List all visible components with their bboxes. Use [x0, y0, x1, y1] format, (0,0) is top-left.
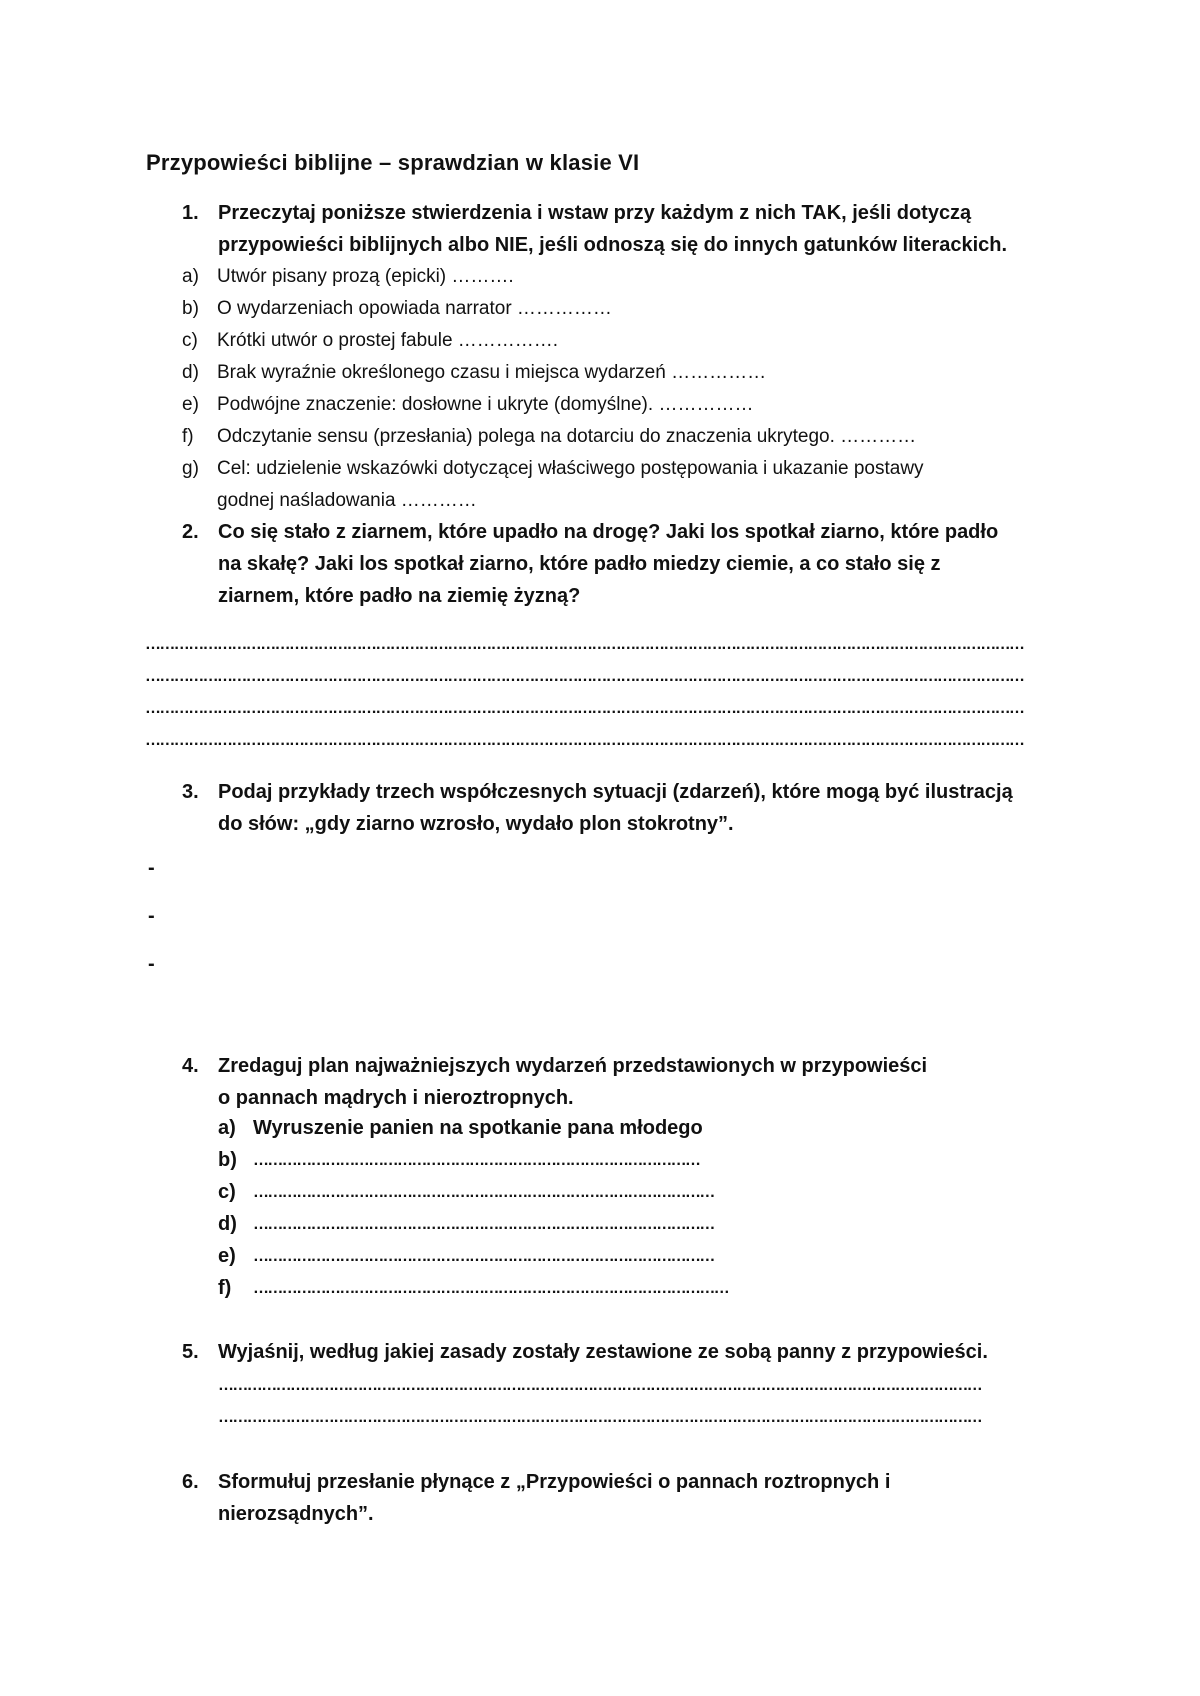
item-text: Krótki utwór o prostej fabule ……………. [217, 330, 559, 351]
question-text-line: Zredaguj plan najważniejszych wydarzeń przedstawionych w przypowieści [218, 1055, 928, 1077]
item-text: Odczytanie sensu (przesłania) polega na dotarciu do znaczenia ukrytego. ………… [217, 426, 917, 447]
item-text: …………………………………………………………………………………… [253, 1216, 714, 1233]
answer-dash: - [148, 953, 155, 975]
answer-line: ………………………………………………………………………………………………………………………………………………………………… [145, 732, 1024, 749]
question-text-line: Sformułuj przesłanie płynące z „Przypowieści o pannach roztropnych i [218, 1471, 891, 1493]
item-label: f) [218, 1277, 232, 1299]
question-text-line: przypowieści biblijnych albo NIE, jeśli odnoszą się do innych gatunków literackich. [218, 234, 1008, 256]
answer-line: ………………………………………………………………………………………………………………………………………………………………… [145, 636, 1024, 653]
item-label: d) [182, 362, 199, 383]
item-text: …………………………………………………………………………………… [253, 1248, 714, 1265]
item-text: ………………………………………………………………………………… [253, 1152, 700, 1169]
question-text-line: na skałę? Jaki los spotkał ziarno, które padło miedzy ciemie, a co stało się z [218, 553, 941, 575]
page-title: Przypowieści biblijne – sprawdzian w klasie VI [146, 150, 640, 175]
item-label: a) [218, 1117, 236, 1139]
answer-line: …………………………………………………………………………………………………………………………………………… [218, 1409, 982, 1426]
question-text-line: Co się stało z ziarnem, które upadło na drogę? Jaki los spotkał ziarno, które padło [218, 521, 999, 543]
question-number: 3. [182, 781, 199, 803]
answer-line: ………………………………………………………………………………………………………………………………………………………………… [145, 700, 1024, 717]
question-number: 1. [182, 202, 199, 224]
question-number: 2. [182, 521, 199, 543]
question-number: 6. [182, 1471, 199, 1493]
item-text: O wydarzeniach opowiada narrator …………… [217, 298, 612, 319]
item-label: d) [218, 1213, 237, 1235]
question-text-line: Podaj przykłady trzech współczesnych sytuacji (zdarzeń), które mogą być ilustracją [218, 781, 1013, 803]
item-text: Podwójne znaczenie: dosłowne i ukryte (domyślne). …………… [217, 394, 754, 415]
item-text: Cel: udzielenie wskazówki dotyczącej właściwego postępowania i ukazanie postawy [217, 458, 924, 479]
item-label: b) [218, 1149, 237, 1171]
question-text-line: ziarnem, które padło na ziemię żyzną? [218, 585, 581, 607]
answer-line: ………………………………………………………………………………………………………………………………………………………………… [145, 668, 1024, 685]
item-label: a) [182, 266, 199, 287]
item-label: f) [182, 426, 194, 447]
item-label: e) [218, 1245, 236, 1267]
question-number: 4. [182, 1055, 199, 1077]
question-text-line: nierozsądnych”. [218, 1503, 374, 1525]
question-text-line: o pannach mądrych i nieroztropnych. [218, 1087, 574, 1109]
item-label: c) [182, 330, 198, 351]
question-text-line: Przeczytaj poniższe stwierdzenia i wstaw przy każdym z nich TAK, jeśli dotyczą [218, 202, 972, 224]
item-label: e) [182, 394, 199, 415]
answer-line: …………………………………………………………………………………………………………………………………………… [218, 1377, 982, 1394]
item-text: godnej naśladowania ………… [217, 490, 477, 511]
item-label: g) [182, 458, 199, 479]
answer-dash: - [148, 905, 155, 927]
item-text: …………………………………………………………………………………… [253, 1184, 714, 1201]
question-text-line: do słów: „gdy ziarno wzrosło, wydało plon stokrotny”. [218, 813, 734, 835]
item-label: b) [182, 298, 199, 319]
item-text: Wyruszenie panien na spotkanie pana młodego [253, 1117, 703, 1139]
item-text: ……………………………………………………………………………………… [253, 1280, 729, 1297]
question-number: 5. [182, 1341, 199, 1363]
item-text: Brak wyraźnie określonego czasu i miejsca wydarzeń …………… [217, 362, 767, 383]
answer-dash: - [148, 857, 155, 879]
question-text-line: Wyjaśnij, według jakiej zasady zostały zestawione ze sobą panny z przypowieści. [218, 1341, 988, 1363]
item-text: Utwór pisany prozą (epicki) ………. [217, 266, 514, 287]
item-label: c) [218, 1181, 236, 1203]
